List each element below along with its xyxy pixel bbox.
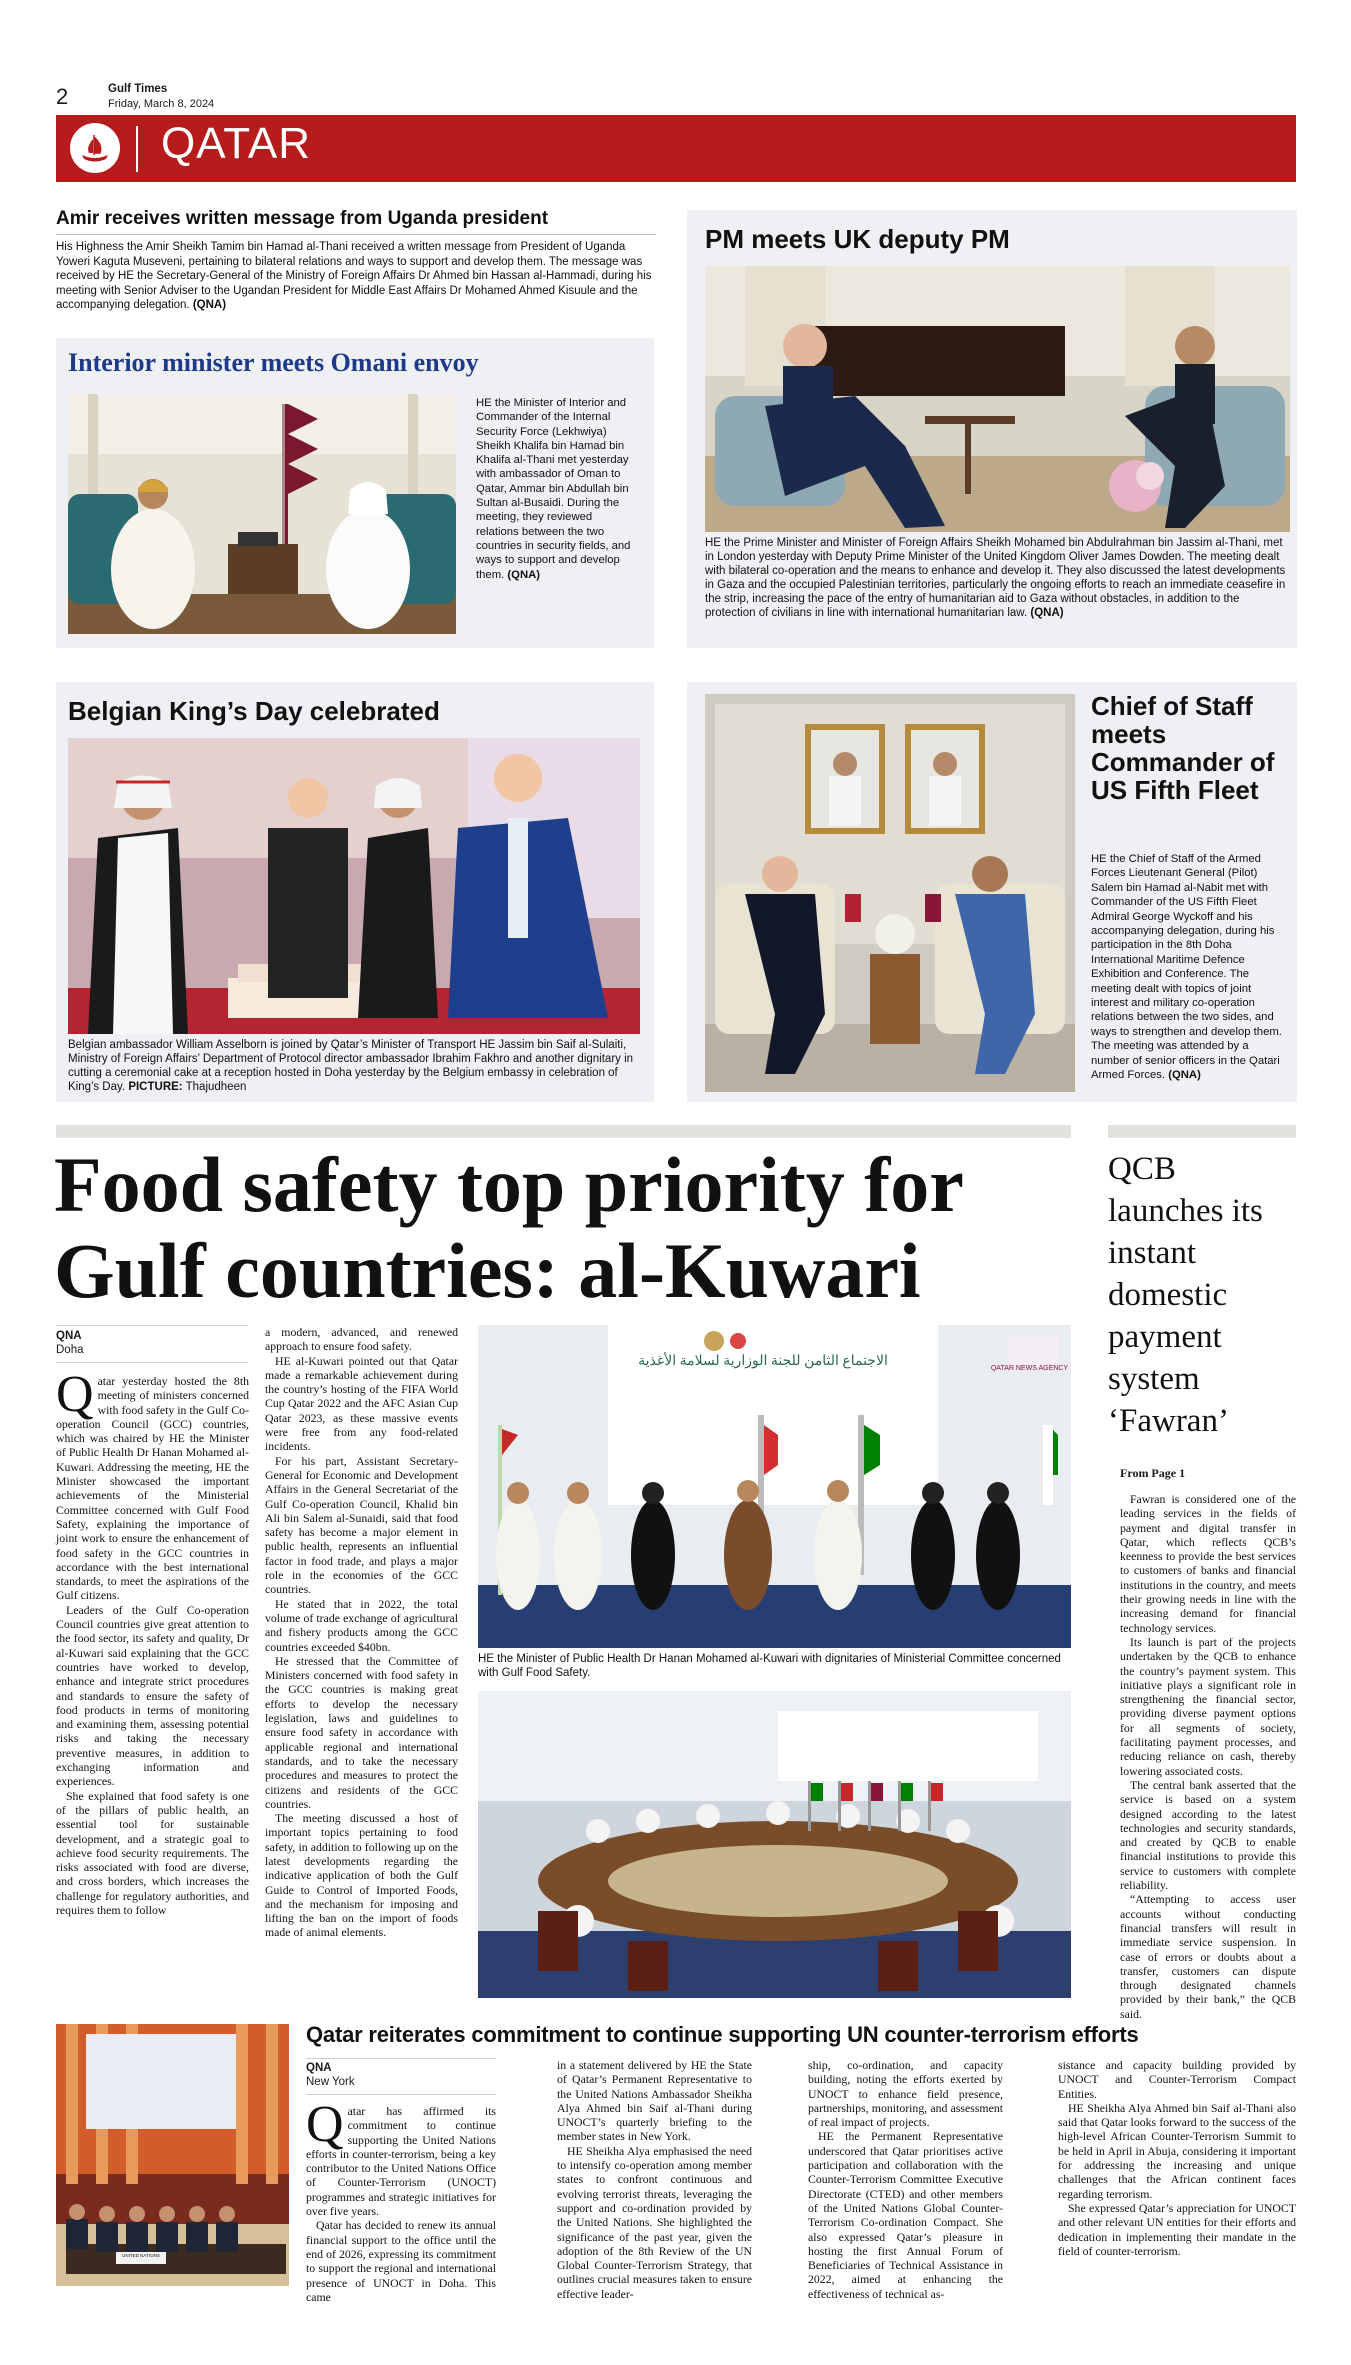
uganda-body bbox=[56, 240, 656, 313]
paper-date: Friday, March 8, 2024 bbox=[108, 98, 215, 110]
un-desk-sign: UNITED NATIONS bbox=[122, 2253, 160, 2258]
usfleet-text: HE the Chief of Staff of the Armed Forces Lieutenant General (Pilot) Salem bin Hamad al-Nabit met with Commander of the US Fifth Fleet Admiral George Wyckoff and his accompanying delegation, during his participation in the 8th Doha International Maritime Defence Exhibition and Conference. The meeting dealt with topics of joint interest and military co-operation relations between the two sides, and ways to strengthen and develop them. The meeting was attended by a number of senior officers in the Qatari Armed Forces. bbox=[1091, 853, 1282, 1082]
belgium-picture-label: PICTURE: bbox=[128, 1081, 183, 1093]
food-dropcap: Q bbox=[56, 1366, 94, 1423]
oman-body bbox=[476, 396, 636, 582]
uganda-credit: (QNA) bbox=[192, 299, 227, 311]
usfleet-body bbox=[1091, 852, 1287, 1083]
oman-text: HE the Minister of Interior and Commander of the Internal Security Force (Lekhwiya) Sheikh Khalifa bin Hamad bin Khalifa al-Thani met yesterday with ambassador of Oman to Qatar, Ammar bin Abdullah bin Sultan al-Busaidi. During the meeting, they reviewed relations between the two countries in security fields, and ways to support and develop them. bbox=[476, 397, 631, 581]
food-headline-line1: Food safety top priority for bbox=[54, 1141, 964, 1228]
un-photo bbox=[56, 2024, 289, 2286]
section-banner bbox=[56, 115, 1296, 182]
oman-credit: (QNA) bbox=[507, 568, 541, 581]
un-col1-p2: Qatar has decided to renew its annual financial support to the office until the end of 2026, expressing its commitment to support the regional and international presence of UNOCT in Doha. This came bbox=[306, 2218, 496, 2304]
belgium-caption-text: Belgian ambassador William Asselborn is joined by Qatar’s Minister of Transport HE Jassim bin Saif al-Sulaiti, Ministry of Foreign Affairs’ Department of Protocol director ambassador Ibrahim Fakhro and another dignitary in cutting a ceremonial cake at a reception hosted in Doha yesterday by the Belgium embassy in celebration of King’s Day. bbox=[68, 1039, 634, 1093]
qcb-top-bar bbox=[1108, 1125, 1296, 1138]
banner-divider bbox=[136, 126, 138, 172]
qcb-p2: Its launch is part of the projects undertaken by the QCB to enhance the country’s payment system. This initiative plays a significant role in strengthening the financial sector, providing diverse payment options for all segments of society, facilitating payment processes, and reducing reliance on cash, thereby lowering associated costs. bbox=[1120, 1634, 1296, 1778]
food-top-bar bbox=[56, 1125, 1071, 1138]
food-photo-sign: الاجتماع الثامن للجنة الوزارية لسلامة الأغذية bbox=[638, 1354, 888, 1369]
food-photo-agency: QATAR NEWS AGENCY bbox=[990, 1365, 1068, 1372]
food-col1-p2: Leaders of the Gulf Co-operation Council countries give great attention to the food sector, its safety and quality, Dr al-Kuwari said explaining that the GCC countries have worked to develop, enhance and integrate strict procedures and standards to ensure the safety of food products in terms of monitoring and examining them, assessing potential risks and taking the necessary preventive measures, in addition to exchanging information and experiences. bbox=[56, 1602, 249, 1789]
dhow-logo-icon bbox=[70, 123, 120, 173]
food-col2 bbox=[265, 1325, 458, 1940]
uk-caption bbox=[705, 536, 1290, 620]
food-headline bbox=[54, 1142, 1074, 1314]
un-col3-p2: HE the Permanent Representative underscored that Qatar prioritises active participation and collaboration with the Counter-Terrorism Committee Executive Directorate (CTED) and other members of the United Nations Global Counter-Terrorism Co-ordination Compact. She also expressed Qatar’s pleasure in hosting the first Annual Forum of Beneficiaries of Technical Assistance in 2022, aimed at enhancing the effectiveness of technical as- bbox=[808, 2129, 1003, 2301]
food-source: QNA bbox=[56, 1330, 82, 1342]
un-col2-p1: in a statement delivered by HE the State of Qatar’s Permanent Representative to the United Nations Ambassador Sheikha Alya Ahmed bin Saif al-Thani during UNOCT’s quarterly briefing to the member states in New York. bbox=[557, 2058, 752, 2144]
food-photo-meeting bbox=[478, 1691, 1071, 1998]
food-col1-p3: She explained that food safety is one of the pillars of public health, an essential tool for sustainable development, and a strategic goal to achieve food security requirements. The risks associated with food are diverse, and cross borders, which increases the challenge for regulatory authorities, and requires them to follow bbox=[56, 1788, 249, 1917]
uganda-rule bbox=[56, 234, 656, 235]
food-photo-caption: HE the Minister of Public Health Dr Hanan Mohamed al-Kuwari with dignitaries of Ministerial Committee concerned with Gulf Food Safety. bbox=[478, 1653, 1061, 1679]
usfleet-headline: Chief of Staff meets Commander of US Fifth Fleet bbox=[1091, 691, 1275, 805]
qcb-p4: “Attempting to access user accounts without conducting financial transfers will result in immediate service suspension. In case of errors or doubts about a transfer, customers can dispute through designated channels provided by their bank,” the QCB said. bbox=[1120, 1892, 1296, 2021]
belgium-picture-credit: Thajudheen bbox=[185, 1081, 247, 1093]
un-byline-rule bbox=[306, 2058, 496, 2059]
food-photo-group bbox=[478, 1325, 1071, 1648]
oman-headline: Interior minister meets Omani envoy bbox=[68, 348, 479, 377]
section-title: QATAR bbox=[161, 119, 312, 168]
belgium-caption bbox=[68, 1038, 640, 1094]
un-headline: Qatar reiterates commitment to continue supporting UN counter-terrorism efforts bbox=[306, 2022, 1139, 2047]
un-col1-p1: atar has affirmed its commitment to continue supporting the United Nations efforts in counter-terrorism, being a key contributor to the United Nations Office of Counter-Terrorism (UNOCT) programmes and strategic initiatives for over five years. bbox=[306, 2104, 496, 2219]
un-col4-p3: She expressed Qatar’s appreciation for UNOCT and other relevant UN entities for their efforts and dedication in implementing their mandate in the field of counter-terrorism. bbox=[1058, 2200, 1296, 2258]
un-col2-p2: HE Sheikha Alya emphasised the need to intensify co-operation among member states to confront continuous and evolving terrorist threats, leveraging the support and co-ordination provided by the United Nations. She highlighted the significance of the past year, given the adoption of the 8th Review of the UN Global Counter-Terrorism Strategy, that outlines crucial measures taken to ensure effective leader- bbox=[557, 2143, 752, 2301]
usfleet-photo bbox=[705, 694, 1075, 1092]
un-col3 bbox=[808, 2058, 1003, 2301]
qcb-p1: Fawran is considered one of the leading services in the fields of payment and digital transfer in Qatar, which reflects QCB’s keenness to provide the best services to customers of banks and financial institutions in the country, and meets their growing needs in line with the increasing demand for financial technology services. bbox=[1120, 1492, 1296, 1635]
food-place: Doha bbox=[56, 1344, 84, 1356]
food-headline-line2: Gulf countries: al-Kuwari bbox=[54, 1227, 921, 1314]
un-col2 bbox=[557, 2058, 752, 2301]
belgium-headline: Belgian King’s Day celebrated bbox=[68, 696, 440, 726]
usfleet-credit: (QNA) bbox=[1168, 1069, 1201, 1082]
paper-name: Gulf Times bbox=[108, 83, 168, 95]
food-col1-p1: atar yesterday hosted the 8th meeting of ministers concerned with food safety in the Gulf Co-operation Council (GCC) countries, which was chaired by HE the Minister of Public Health Dr Hanan Mohamed al-Kuwari. Addressing the meeting, HE the Minister showcased the important achievements of the Ministerial Committee concerned with Gulf Food Safety, explaining the importance of joint work to ensure the enhancement of food safety in the GCC countries in accordance with the best international standards, to meet the aspirations of the Gulf citizens. bbox=[56, 1374, 249, 1603]
food-col2-p5: He stressed that the Committee of Ministers concerned with food safety in the GCC countries is making great efforts to develop the necessary legislation, laws and guidelines to ensure food safety in accordance with applicable regional and international standards, and to take the necessary procedures and measures to protect the citizens and residents of the GCC countries. bbox=[265, 1653, 458, 1811]
uk-photo bbox=[705, 266, 1290, 532]
un-col1 bbox=[306, 2096, 496, 2304]
food-col2-p2: HE al-Kuwari pointed out that Qatar made a remarkable achievement during the country’s hosting of the FIFA World Cup Qatar 2022 and the AFC Asian Cup Qatar 2023, as these massive events were free from any food-related incidents. bbox=[265, 1353, 458, 1454]
food-col1 bbox=[56, 1366, 249, 1917]
un-col3-p1: ship, co-ordination, and capacity building, noting the efforts exerted by UNOCT to enhance field presence, partnerships, monitoring, and assessment of real impact of projects. bbox=[808, 2058, 1003, 2130]
un-col4 bbox=[1058, 2058, 1296, 2258]
uk-credit: (QNA) bbox=[1030, 607, 1064, 619]
food-col2-p3: For his part, Assistant Secretary-General for Economic and Development Affairs in the General Secretariat of the Gulf Co-operation Council, Khalid bin Ali bin Salem al-Sunaidi, said that food safety has become a major element in public health, represents an influential factor in food trade, and plays a major role in the economies of the GCC countries. bbox=[265, 1453, 458, 1597]
qcb-from-page: From Page 1 bbox=[1120, 1466, 1186, 1480]
uk-caption-text: HE the Prime Minister and Minister of Foreign Affairs Sheikh Mohamed bin Abdulrahman bin Jassim al-Thani, met in London yesterday with Deputy Prime Minister of the United Kingdom Oliver James Dowden. The meeting dealt with bilateral co-operation and the means to enhance and develop it. They also discussed the latest developments in Gaza and the occupied Palestinian territories, particularly the ongoing efforts to reach an immediate ceasefire in the strip, increasing the pace of the entry of humanitarian aid to Gaza without obstacles, in addition to the protection of civilians in line with international humanitarian law. bbox=[705, 537, 1286, 619]
uganda-headline: Amir receives written message from Uganda president bbox=[56, 208, 549, 229]
food-col2-p1: a modern, advanced, and renewed approach to ensure food safety. bbox=[265, 1325, 458, 1354]
food-col2-p4: He stated that in 2022, the total volume of trade exchange of agricultural and fishery products among the GCC countries exceeded $40bn. bbox=[265, 1596, 458, 1654]
qcb-headline: QCB launches its instant domestic payment system ‘Fawran’ bbox=[1108, 1151, 1263, 1439]
oman-photo bbox=[68, 394, 456, 634]
food-byline-rule-2 bbox=[56, 1362, 248, 1363]
un-col4-p1: sistance and capacity building provided by UNOCT and Counter-Terrorism Compact Entities. bbox=[1058, 2058, 1296, 2101]
qcb-body bbox=[1120, 1492, 1296, 2021]
belgium-photo bbox=[68, 738, 640, 1034]
food-col2-p6: The meeting discussed a host of important topics pertaining to food safety, in addition to following up on the latest developments regarding the indicative application of both the Gulf Guide to Control of Imported Foods, and the mechanism for imposing and lifting the ban on the import of foods made of animal elements. bbox=[265, 1811, 458, 1940]
belgium-box bbox=[56, 682, 654, 1102]
un-dropcap: Q bbox=[306, 2096, 344, 2153]
page-number: 2 bbox=[56, 84, 69, 109]
un-source: QNA bbox=[306, 2062, 332, 2074]
uganda-text: His Highness the Amir Sheikh Tamim bin Hamad al-Thani received a written message from President of Uganda Yoweri Kaguta Museveni, pertaining to bilateral relations and ways to support and develop them. The message was received by HE the Secretary-General of the Ministry of Foreign Affairs Dr Ahmed bin Hassan al-Hammadi, during his meeting with Senior Adviser to the Ugandan President for Middle East Affairs Dr Mohamed Ahmed Kisuule and the accompanying delegation. bbox=[56, 241, 652, 311]
un-col4-p2: HE Sheikha Alya Ahmed bin Saif al-Thani also said that Qatar looks forward to the success of the high-level African Counter-Terrorism Summit to be held in April in Abuja, considering it important for addressing the increasing and unique challenges that the African continent faces regarding terrorism. bbox=[1058, 2100, 1296, 2201]
uk-headline: PM meets UK deputy PM bbox=[705, 224, 1010, 254]
un-place: New York bbox=[306, 2076, 355, 2088]
oman-box bbox=[56, 338, 654, 648]
qcb-p3: The central bank asserted that the service is based on a system designed according to the latest technologies and security standards, and created by QCB to enable financial institutions to provide this service to customers with complete reliability. bbox=[1120, 1777, 1296, 1893]
food-byline-rule bbox=[56, 1325, 248, 1326]
usfleet-box bbox=[687, 682, 1297, 1102]
uk-box bbox=[687, 210, 1297, 648]
un-byline-rule-2 bbox=[306, 2094, 496, 2095]
